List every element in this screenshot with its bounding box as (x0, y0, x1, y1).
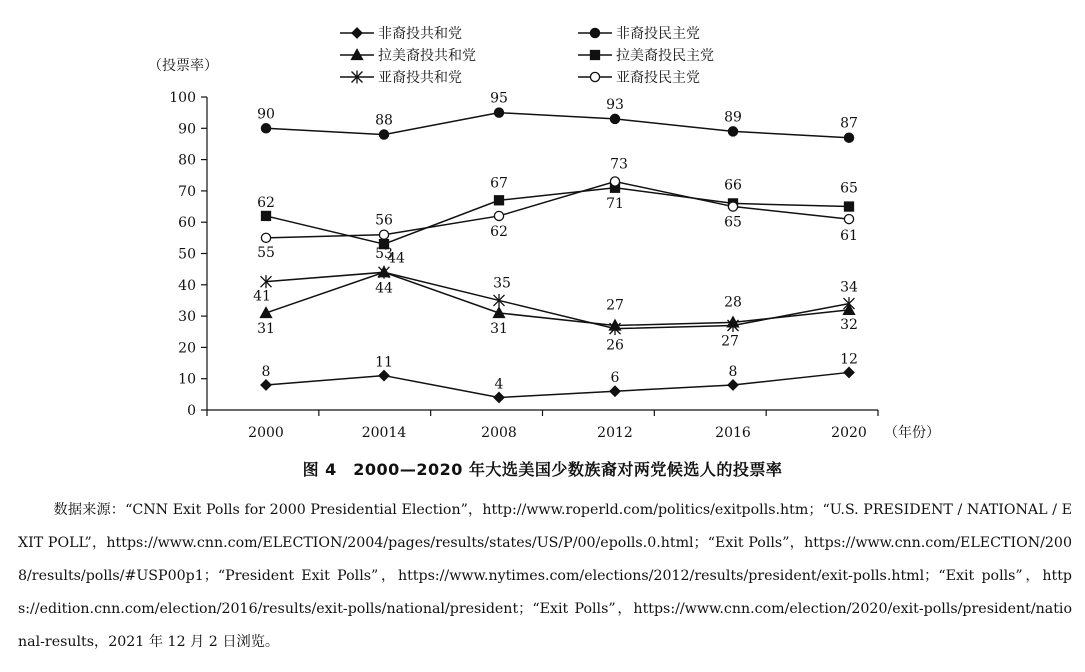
y-tick-label: 60 (178, 215, 196, 232)
data-point-open-circle (728, 202, 737, 211)
data-label: 65 (724, 214, 742, 231)
data-label: 89 (724, 109, 742, 126)
series-star (253, 250, 858, 353)
data-point-diamond (261, 380, 271, 390)
data-label: 62 (257, 194, 275, 211)
x-tick-label: 2000 (248, 425, 284, 441)
data-label: 4 (494, 376, 504, 393)
legend-label: 非裔投民主党 (616, 26, 700, 42)
legend-label: 拉美裔投共和党 (378, 48, 476, 64)
data-point-diamond (494, 392, 504, 402)
data-label: 6 (610, 370, 620, 387)
x-axis-label: （年份） (884, 425, 940, 441)
series-line (266, 113, 849, 138)
data-point-open-circle (610, 177, 619, 186)
data-point-circle (379, 130, 388, 139)
data-label: 44 (387, 250, 405, 267)
data-label: 88 (375, 112, 393, 129)
x-tick-label: 2016 (715, 425, 751, 441)
series-triangle (257, 267, 858, 337)
x-tick-label: 2012 (597, 425, 633, 441)
data-point-diamond (610, 386, 620, 396)
x-tick-label: 20014 (361, 425, 407, 441)
legend-marker-square (591, 51, 600, 60)
series-line (266, 372, 849, 397)
data-label: 87 (840, 115, 858, 132)
data-label: 31 (257, 320, 275, 337)
y-tick-label: 80 (178, 152, 196, 169)
legend-item (340, 69, 462, 86)
y-tick-label: 20 (178, 340, 196, 357)
legend-item (578, 25, 700, 42)
data-label: 11 (375, 354, 393, 371)
data-point-open-circle (844, 214, 853, 223)
source-note: 数据来源：“CNN Exit Polls for 2000 Presidential Election”，http://www.roperld.com/politics/exitpolls.htm；“U.S. PRESIDENT / NATIONAL / EXIT POLL”，https://www.cnn.com/ELECTION/2004/pages/results/states/US/P/00/epolls.0.html；“Exit Polls”，https://www.cnn.com/ELECTION/2008/results/polls/#USP00p1；“President Exit Polls”，https://www.nytimes.com/elections/2012/results/president/exit-polls.html；“Exit polls”，https://edition.cnn.com/election/2016/results/exit-polls/national/president；“Exit Polls”，https://www.cnn.com/election/2020/exit-polls/president/national-results，2021 年 12 月 2 日浏览。 (18, 502, 1072, 650)
series-line (266, 182, 849, 238)
y-tick-label: 50 (178, 246, 196, 263)
data-point-open-circle (379, 230, 388, 239)
data-label: 8 (261, 363, 271, 380)
y-tick-label: 40 (178, 277, 196, 294)
series-open-circle (257, 157, 858, 261)
axes (169, 90, 878, 441)
data-label: 41 (253, 288, 271, 305)
y-tick-label: 10 (178, 371, 196, 388)
data-label: 71 (606, 195, 624, 212)
data-label: 44 (375, 280, 393, 297)
data-label: 93 (606, 96, 624, 113)
data-point-diamond (728, 380, 738, 390)
data-label: 73 (610, 156, 628, 173)
data-label: 56 (375, 212, 393, 229)
data-point-square (262, 211, 271, 220)
data-label: 90 (257, 106, 275, 123)
data-label: 8 (728, 363, 738, 380)
series-circle (257, 91, 858, 143)
y-axis-label: （投票率） (148, 58, 218, 74)
data-label: 67 (490, 175, 508, 192)
y-tick-label: 100 (169, 90, 196, 106)
legend-marker-circle (590, 28, 599, 37)
data-point-open-circle (261, 233, 270, 242)
data-point-diamond (379, 371, 389, 381)
legend-label: 亚裔投民主党 (616, 70, 700, 86)
legend-item (340, 47, 476, 64)
legend-label: 亚裔投共和党 (378, 70, 462, 86)
data-label: 28 (724, 294, 742, 311)
series-line (266, 272, 849, 325)
data-label: 62 (490, 223, 508, 240)
legend-marker-diamond (352, 28, 362, 38)
y-tick-label: 70 (178, 183, 196, 200)
data-point-diamond (844, 367, 854, 377)
x-tick-label: 2020 (831, 425, 867, 441)
data-label: 55 (257, 244, 275, 261)
data-point-square (845, 202, 854, 211)
legend-label: 拉美裔投民主党 (616, 48, 714, 64)
data-label: 31 (490, 320, 508, 337)
legend-item (578, 47, 714, 64)
series-line (266, 272, 849, 328)
plot-area (253, 91, 858, 403)
series-square (257, 175, 858, 262)
legend-label: 非裔投共和党 (378, 26, 462, 42)
data-point-circle (728, 127, 737, 136)
series-diamond (261, 351, 858, 402)
x-tick-label: 2008 (481, 425, 517, 441)
data-point-triangle (261, 307, 272, 317)
data-label: 26 (606, 337, 624, 354)
data-point-square (495, 196, 504, 205)
y-tick-label: 90 (178, 121, 196, 138)
data-label: 27 (721, 333, 739, 350)
data-point-triangle (494, 307, 505, 317)
data-point-open-circle (494, 211, 503, 220)
data-label: 53 (375, 246, 393, 263)
data-label: 27 (606, 297, 624, 314)
legend-item (340, 25, 462, 42)
data-label: 12 (840, 351, 858, 368)
data-label: 35 (493, 275, 511, 292)
data-label: 95 (490, 90, 508, 107)
data-label: 34 (840, 279, 858, 296)
y-tick-label: 0 (187, 403, 196, 419)
legend-marker-open-circle (590, 72, 599, 81)
legend (340, 25, 714, 86)
figure-caption: 图 4 2000—2020 年大选美国少数族裔对两党候选人的投票率 (302, 460, 783, 479)
legend-item (578, 69, 700, 86)
data-point-star (494, 294, 505, 307)
data-label: 65 (840, 180, 858, 197)
data-label: 66 (724, 177, 742, 194)
data-point-circle (261, 124, 270, 133)
data-point-circle (844, 133, 853, 142)
data-point-circle (494, 108, 503, 117)
data-label: 61 (840, 228, 858, 245)
y-tick-label: 30 (178, 309, 196, 326)
data-label: 32 (840, 316, 858, 333)
data-point-circle (610, 114, 619, 123)
